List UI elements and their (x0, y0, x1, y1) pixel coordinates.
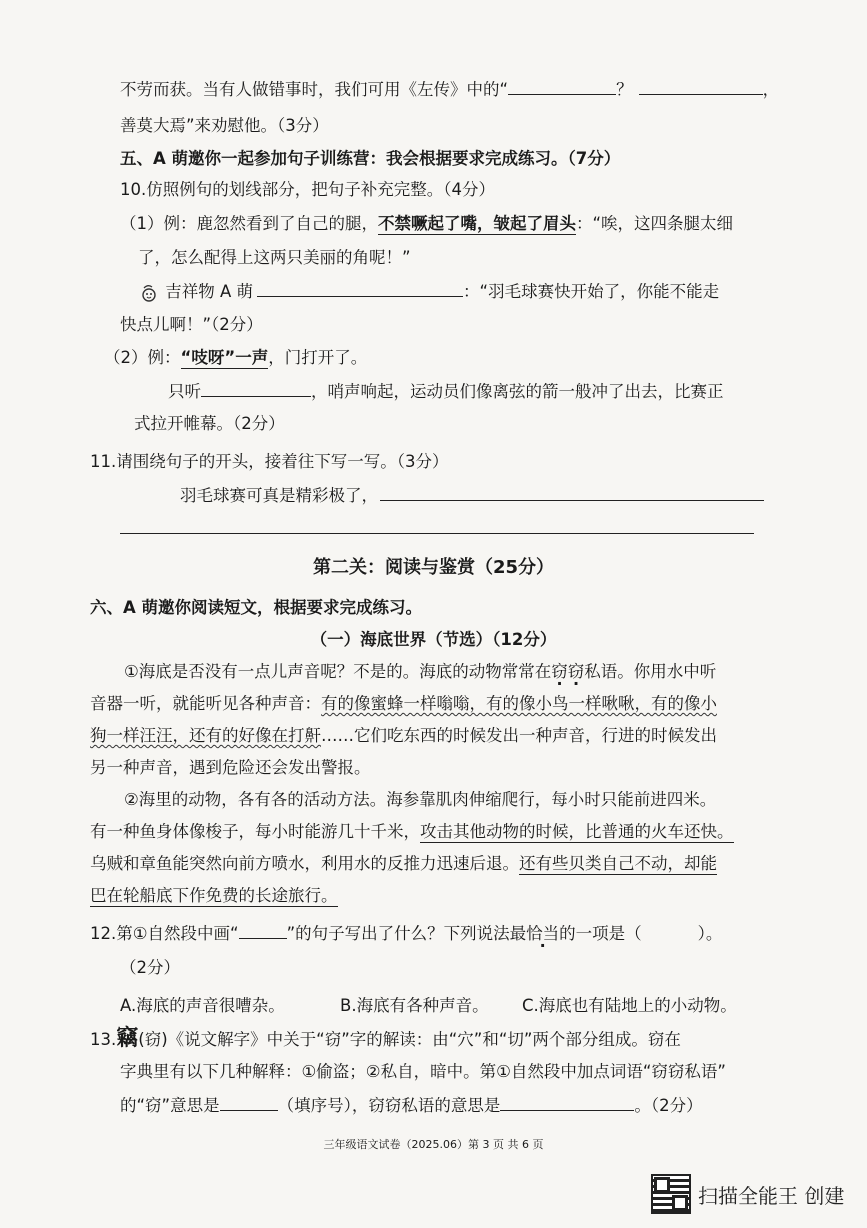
q12-line1: 12.第①自然段中画“ ”的句子写出了什么？下列说法最恰当的一项是（ ）。 (90, 924, 723, 943)
passage-p2-line2: 有一种鱼身体像梭子，每小时能游几十千米，攻击其他动物的时候，比普通的火车还快。 (90, 822, 734, 841)
q10-title: 10.仿照例句的划线部分，把句子补充完整。（4分） (120, 180, 495, 199)
q10-example1-line1: （1）例：鹿忽然看到了自己的腿，不禁噘起了嘴，皱起了眉头：“唉，这四条腿太细 (120, 214, 734, 233)
q12-option-a[interactable]: A.海底的声音很嘈杂。 (120, 996, 285, 1015)
q13-line1: 13.竊(窃)《说文解字》中关于“窃”字的解读：由“穴”和“切”两个部分组成。窃在 (90, 1025, 681, 1051)
page-footer: 三年级语文试卷（2025.06）第 3 页 共 6 页 (323, 1138, 544, 1151)
passage-p2-line3: 乌贼和章鱼能突然向前方喷水，利用水的反推力迅速后退。还有些贝类自己不动，却能 (90, 854, 717, 873)
seal-script-character: 竊 (116, 1025, 139, 1051)
answer-blank[interactable] (508, 78, 616, 95)
q10-example1-line2: 了，怎么配得上这两只美丽的角呢！” (138, 248, 411, 267)
q12-option-b[interactable]: B.海底有各种声音。 (340, 996, 489, 1015)
q9-line1: 不劳而获。当有人做错事时，我们可用《左传》中的“ ？ ， (120, 80, 780, 99)
passage-p2-line4: 巴在轮船底下作免费的长途旅行。 (90, 886, 338, 905)
wavy-mark-sample (239, 928, 287, 939)
passage-p2-line1: ②海里的动物，各有各的活动方法。海参靠肌肉伸缩爬行，每小时只能前进四米。 (124, 790, 717, 809)
q10-fill1-line1: 吉祥物 A 萌 ：“羽毛球赛快开始了，你能不能走 (138, 280, 719, 304)
q11-start: 羽毛球赛可真是精彩极了， (180, 484, 764, 508)
mascot-icon (138, 282, 160, 304)
passage-p1-line4: 另一种声音，遇到危险还会发出警报。 (90, 758, 371, 777)
answer-blank[interactable] (201, 380, 311, 397)
scanner-watermark: 扫描全能王 创建 (698, 1184, 845, 1208)
passage-p1-line2: 音器一听，就能听见各种声音：有的像蜜蜂一样嗡嗡，有的像小鸟一样啾啾，有的像小 (90, 694, 717, 713)
writing-line[interactable] (380, 484, 764, 501)
q10-fill1-line2: 快点儿啊！”（2分） (120, 315, 263, 334)
answer-blank[interactable] (257, 280, 463, 297)
q10-fill2-line2: 式拉开帷幕。（2分） (134, 414, 285, 433)
q9-line2: 善莫大焉”来劝慰他。（3分） (120, 116, 329, 135)
answer-blank[interactable] (500, 1094, 634, 1111)
passage-p1-line1: ①海底是否没有一点儿声音呢？不是的。海底的动物常常在窃窃私语。你用水中听 (124, 662, 717, 681)
q12-line2: （2分） (120, 958, 180, 977)
passage-title: （一）海底世界（节选）（12分） (310, 630, 557, 649)
qr-code-icon (651, 1174, 691, 1214)
q10-fill2-line1: 只听 ，哨声响起，运动员们像离弦的箭一般冲了出去，比赛正 (168, 382, 724, 401)
q10-example2: （2）例：“吱呀”一声，门打开了。 (104, 348, 368, 367)
part2-title: 第二关：阅读与鉴赏（25分） (312, 557, 555, 578)
answer-blank[interactable] (220, 1094, 278, 1111)
answer-blank[interactable] (639, 78, 763, 95)
section6-title: 六、A 萌邀你阅读短文，根据要求完成练习。 (90, 598, 423, 617)
passage-p1-line3: 狗一样汪汪，还有的好像在打鼾……它们吃东西的时候发出一种声音，行进的时候发出 (90, 726, 717, 745)
section5-title: 五、A 萌邀你一起参加句子训练营：我会根据要求完成练习。（7分） (120, 149, 621, 168)
q11-title: 11.请围绕句子的开头，接着往下写一写。（3分） (90, 452, 449, 471)
q12-option-c[interactable]: C.海底也有陆地上的小动物。 (522, 996, 737, 1015)
q13-line2: 字典里有以下几种解释：①偷盗；②私自，暗中。第①自然段中加点词语“窃窃私语” (120, 1062, 726, 1081)
writing-line[interactable] (120, 533, 754, 534)
q13-line3: 的“窃”意思是 （填序号），窃窃私语的意思是 。（2分） (120, 1096, 703, 1115)
